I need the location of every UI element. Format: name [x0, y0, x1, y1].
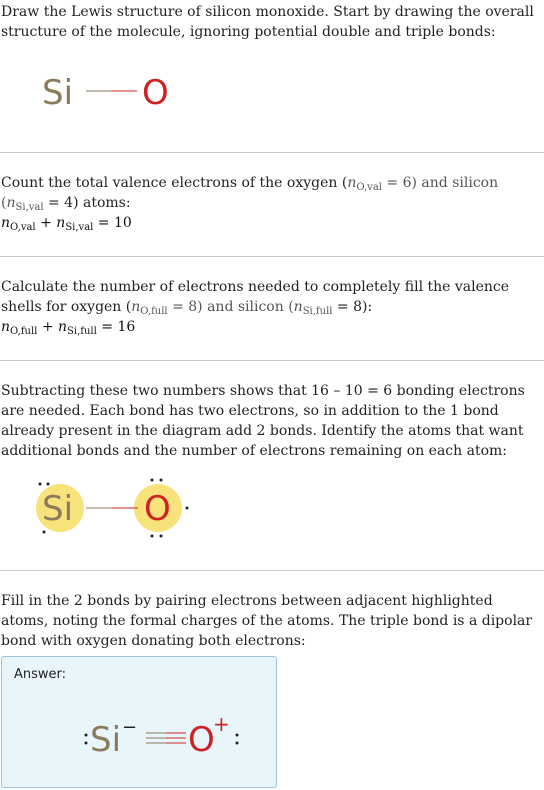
oxygen-atom-label: O: [144, 489, 171, 529]
answer-box: [1, 656, 277, 788]
oxygen-atom-label: O: [142, 73, 169, 113]
step-2: [0, 173, 544, 233]
oxygen-formal-charge: +: [213, 712, 230, 736]
answer-label: Answer:: [14, 667, 67, 682]
step-5: [0, 591, 544, 651]
separator: [0, 360, 544, 361]
oxygen-atom-label: O: [188, 720, 215, 760]
step-4-text: Subtracting these two numbers shows that 16 – 10 = 6 bonding electrons are needed. Each bond has two electrons, so in addition to the 1 bond already present in the diagram add 2 bonds. Identify the atoms that want additional bonds and the number of electrons remaining on each atom:: [1, 383, 525, 459]
step-4: [0, 381, 544, 461]
step-3-text: Calculate the number of electrons needed to completely fill the valence shells for oxygen $(n_{O,full} = 8)$ and silicon $(n_{Si,full} = 8)$:: [1, 279, 510, 317]
step-1: [0, 2, 544, 42]
silicon-lone-pair: [85, 734, 88, 745]
triple-bond: [146, 733, 186, 743]
step-2-formula: $n_{O,val} + n_{Si,val} = 10$: [1, 215, 132, 233]
silicon-formal-charge: −: [122, 717, 138, 738]
step-1-structure-diagram: [0, 62, 220, 122]
answer-lewis-structure: [2, 707, 276, 777]
silicon-atom-label: Si: [42, 73, 74, 113]
separator: [0, 570, 544, 571]
step-5-text: Fill in the 2 bonds by pairing electrons between adjacent highlighted atoms, noting the formal charges of the atoms. The triple bond is a dipolar bond with oxygen donating both electrons:: [1, 593, 533, 649]
silicon-atom-label: Si: [42, 489, 74, 529]
step-3: [0, 277, 544, 337]
silicon-atom-label: Si: [90, 720, 122, 760]
separator: [0, 256, 544, 257]
step-2-text: Count the total valence electrons of the oxygen $(n_{O,val} = 6)$ and silicon $(n_{Si,val} = 4)$ atoms:: [1, 175, 499, 213]
step-3-formula: $n_{O,full} + n_{Si,full} = 16$: [1, 319, 136, 337]
oxygen-lone-pair: [236, 734, 239, 745]
step-1-text: Draw the Lewis structure of silicon monoxide. Start by drawing the overall structure of the molecule, ignoring potential double and triple bonds:: [1, 4, 534, 40]
separator: [0, 152, 544, 153]
step-4-highlighted-diagram: [0, 470, 240, 550]
